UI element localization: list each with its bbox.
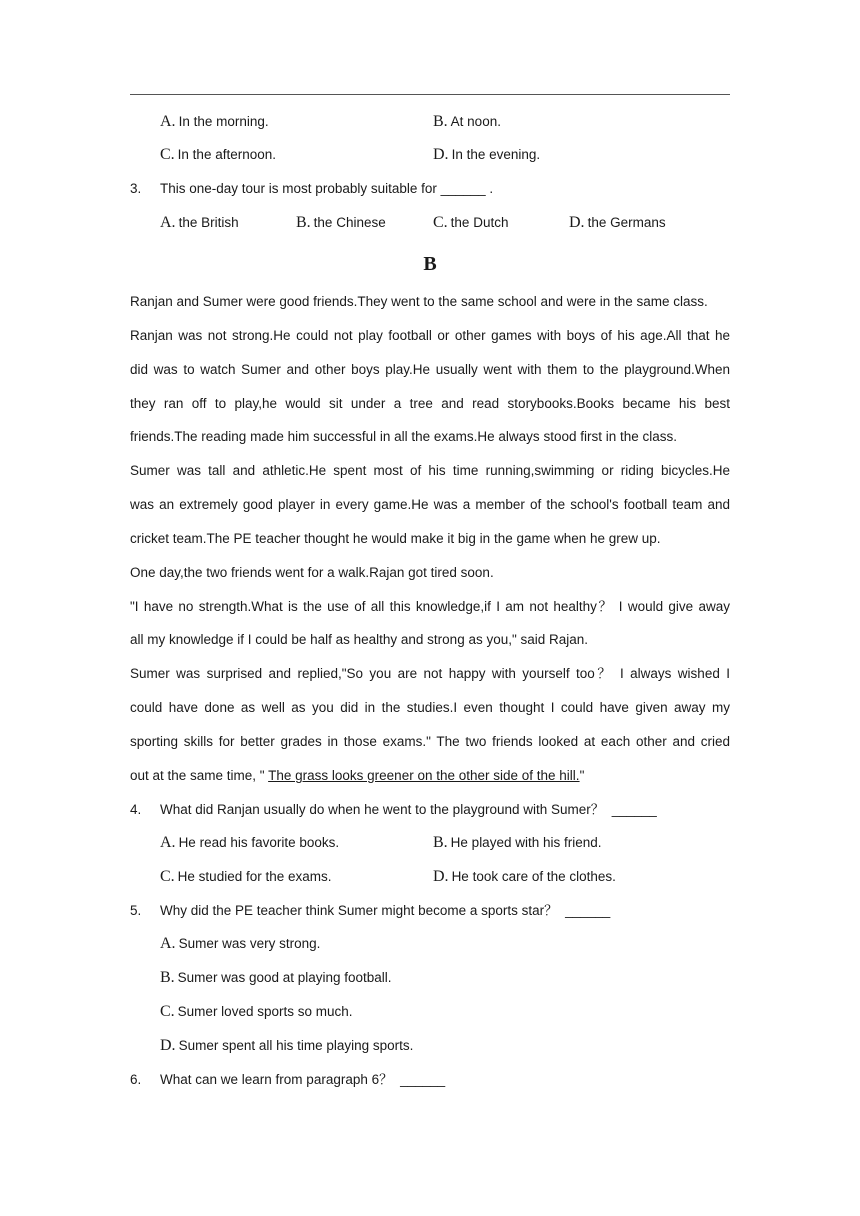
q2-option-d: D. In the evening. (433, 146, 541, 163)
q5-option-c: C. Sumer loved sports so much. (160, 1003, 353, 1020)
q5-option-a: A. Sumer was very strong. (160, 935, 321, 952)
question-3: 3. This one-day tour is most probably suitable for ______ . (130, 181, 494, 196)
passage-line: they ran off to play,he would sit under a tree and read storybooks.Books became his best (130, 396, 730, 411)
q3-option-c: C. the Dutch (433, 214, 509, 231)
section-title: B (423, 253, 437, 275)
passage-line: One day,the two friends went for a walk.Rajan got tired soon. (130, 565, 494, 580)
q5-option-d: D. Sumer spent all his time playing sports. (160, 1037, 414, 1054)
passage-line: Ranjan was not strong.He could not play football or other games with boys of his age.All that he (130, 328, 730, 343)
q2-option-b: B. At noon. (433, 113, 501, 130)
passage-line: was an extremely good player in every game.He was a member of the school's football team and (130, 497, 730, 512)
passage-last-line: out at the same time, " The grass looks greener on the other side of the hill." (130, 768, 585, 783)
passage-line: all my knowledge if I could be half as healthy and strong as you," said Rajan. (130, 632, 589, 647)
q3-option-b: B. the Chinese (296, 214, 386, 231)
header-rule (130, 94, 730, 95)
passage-line: did was to watch Sumer and other boys play.He usually went with them to the playground.When (130, 362, 730, 377)
passage-line: Ranjan and Sumer were good friends.They went to the same school and were in the same class. (130, 294, 708, 309)
question-6: 6. What can we learn from paragraph 6？ ______ (130, 1072, 446, 1087)
q4-option-a: A. He read his favorite books. (160, 834, 340, 851)
q4-option-b: B. He played with his friend. (433, 834, 602, 851)
question-4: 4. What did Ranjan usually do when he went to the playground with Sumer？ ______ (130, 802, 657, 817)
passage-line: cricket team.The PE teacher thought he would make it big in the game when he grew up. (130, 531, 661, 546)
passage-line: Sumer was tall and athletic.He spent most of his time running,swimming or riding bicycles.He (130, 463, 730, 478)
q5-option-b: B. Sumer was good at playing football. (160, 969, 392, 986)
q2-option-c: C. In the afternoon. (160, 146, 276, 163)
passage-line: sporting skills for better grades in those exams." The two friends looked at each other and cried (130, 734, 730, 749)
q4-option-d: D. He took care of the clothes. (433, 868, 616, 885)
q4-option-c: C. He studied for the exams. (160, 868, 332, 885)
q3-option-d: D. the Germans (569, 214, 666, 231)
passage-line: could have done as well as you did in the studies.I even thought I could have given away my (130, 700, 730, 715)
passage-line: "I have no strength.What is the use of all this knowledge,if I am not healthy？ I would give away (130, 599, 730, 614)
underlined-proverb: The grass looks greener on the other side of the hill. (268, 768, 580, 783)
passage-line: friends.The reading made him successful in all the exams.He always stood first in the class. (130, 429, 677, 444)
question-5: 5. Why did the PE teacher think Sumer might become a sports star？ ______ (130, 903, 611, 918)
q3-option-a: A. the British (160, 214, 239, 231)
q2-option-a: A. In the morning. (160, 113, 269, 130)
passage-line: Sumer was surprised and replied,"So you are not happy with yourself too？ I always wished I (130, 666, 730, 681)
